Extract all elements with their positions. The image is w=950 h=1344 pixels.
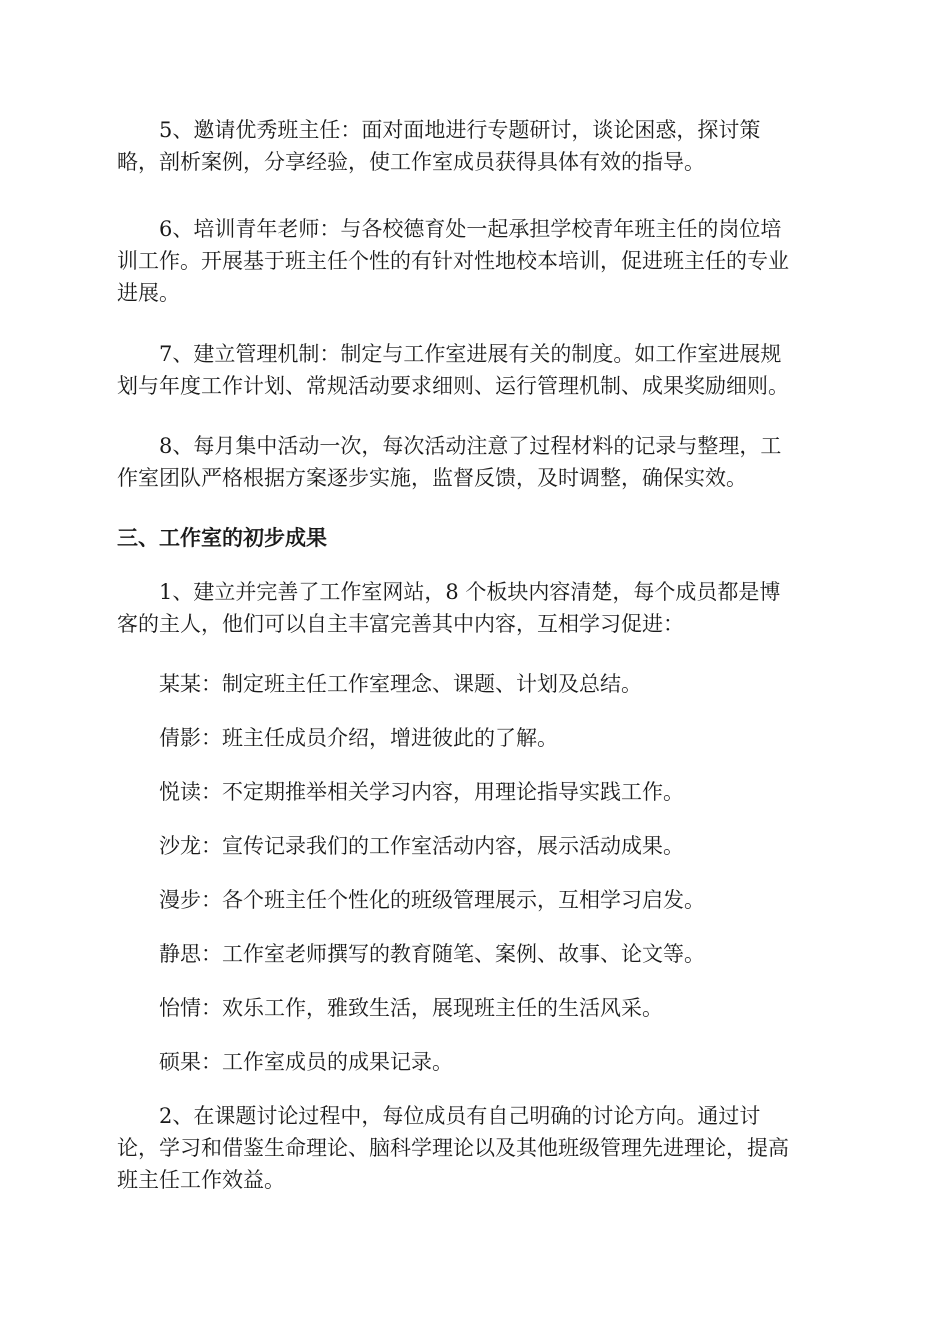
paragraph-line: 训工作。开展基于班主任个性的有针对性地校本培训，促进班主任的专业 xyxy=(117,249,789,273)
list-item: 某某：制定班主任工作室理念、课题、计划及总结。 xyxy=(159,672,642,696)
paragraph-line: 7、建立管理机制：制定与工作室进展有关的制度。如工作室进展规 xyxy=(159,342,782,366)
site-section-item xyxy=(117,668,837,700)
paragraph-line: 略，剖析案例，分享经验，使工作室成员获得具体有效的指导。 xyxy=(117,150,705,174)
section-heading: 三、工作室的初步成果 xyxy=(117,525,327,550)
list-item: 倩影：班主任成员介绍，增进彼此的了解。 xyxy=(159,726,558,750)
result-2 xyxy=(117,1100,837,1196)
list-item: 怡情：欢乐工作，雅致生活，展现班主任的生活风采。 xyxy=(159,996,663,1020)
paragraph-line: 5、邀请优秀班主任：面对面地进行专题研讨，谈论困惑，探讨策 xyxy=(159,118,761,142)
paragraph-6 xyxy=(117,213,837,309)
paragraph-line: 划与年度工作计划、常规活动要求细则、运行管理机制、成果奖励细则。 xyxy=(117,374,789,398)
site-section-item xyxy=(117,830,837,862)
paragraph-8 xyxy=(117,430,837,494)
list-item: 静思：工作室老师撰写的教育随笔、案例、故事、论文等。 xyxy=(159,942,705,966)
paragraph-5 xyxy=(117,114,837,178)
paragraph-line: 8、每月集中活动一次，每次活动注意了过程材料的记录与整理，工 xyxy=(159,434,782,458)
result-1 xyxy=(117,576,837,640)
paragraph-line: 1、建立并完善了工作室网站，8 个板块内容清楚，每个成员都是博 xyxy=(159,580,781,604)
paragraph-line: 客的主人，他们可以自主丰富完善其中内容，互相学习促进： xyxy=(117,612,684,636)
site-section-item xyxy=(117,938,837,970)
list-item: 硕果：工作室成员的成果记录。 xyxy=(159,1050,453,1074)
list-item: 沙龙：宣传记录我们的工作室活动内容，展示活动成果。 xyxy=(159,834,684,858)
paragraph-line: 作室团队严格根据方案逐步实施，监督反馈，及时调整，确保实效。 xyxy=(117,466,747,490)
site-section-item xyxy=(117,884,837,916)
list-item: 悦读：不定期推举相关学习内容，用理论指导实践工作。 xyxy=(159,780,684,804)
list-item: 漫步：各个班主任个性化的班级管理展示，互相学习启发。 xyxy=(159,888,705,912)
paragraph-line: 班主任工作效益。 xyxy=(117,1168,285,1192)
paragraph-line: 论，学习和借鉴生命理论、脑科学理论以及其他班级管理先进理论，提高 xyxy=(117,1136,789,1160)
site-section-item xyxy=(117,992,837,1024)
site-section-item xyxy=(117,722,837,754)
paragraph-line: 6、培训青年老师：与各校德育处一起承担学校青年班主任的岗位培 xyxy=(159,217,782,241)
paragraph-line: 2、在课题讨论过程中，每位成员有自己明确的讨论方向。通过讨 xyxy=(159,1104,761,1128)
site-section-item xyxy=(117,776,837,808)
paragraph-line: 进展。 xyxy=(117,281,180,305)
paragraph-7 xyxy=(117,338,837,402)
site-section-item xyxy=(117,1046,837,1078)
